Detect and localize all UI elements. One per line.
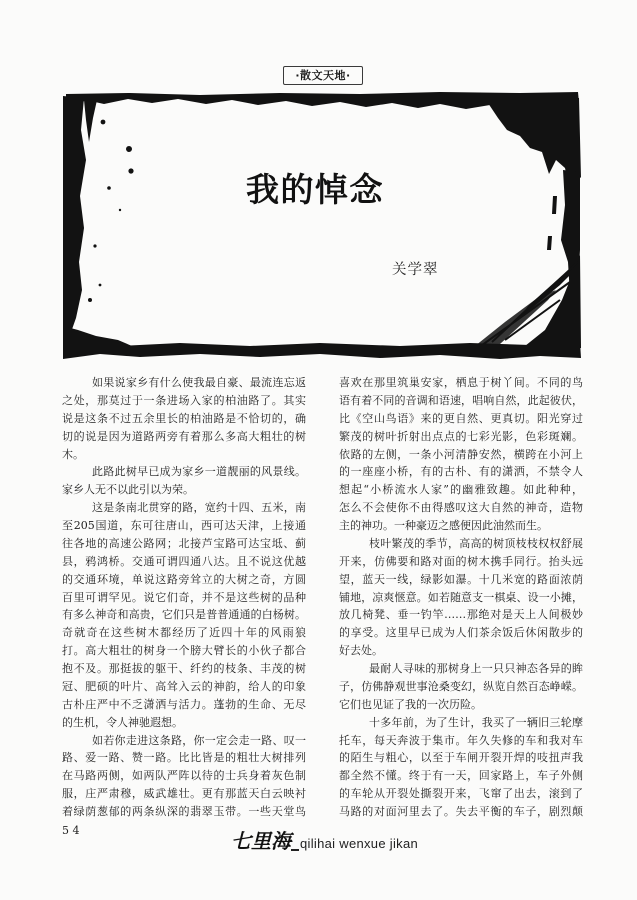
ink-left-drip [84, 100, 97, 142]
text-line: 十多年前，为了生计，我买了一辆旧三轮摩 [369, 715, 583, 729]
text-line: 繁茂的树叶折射出点点的七彩光影，色彩斑斓。 [339, 429, 583, 443]
text-line: 往各地的高速公路网；北接芦宝路可达宝坻、蓟 [62, 536, 306, 550]
text-line: 托车，每天奔波于集市。年久失修的车和我对车 [339, 733, 583, 747]
text-line: 在马路两侧，如两队严阵以待的士兵身着灰色制 [62, 769, 306, 783]
text-line: 如若你走进这条路，你一定会走一路、叹一 [92, 733, 306, 747]
text-line: 冠、肥硕的叶片、高耸入云的神韵，给人的印象 [62, 679, 306, 693]
text-line: 至205国道，东可往唐山，西可达天津，上接通 [62, 519, 306, 532]
paragraph [62, 374, 306, 463]
text-line: 木。 [62, 447, 84, 461]
text-line: 这是条南北贯穿的路，宽约十四、五米，南 [92, 501, 306, 515]
text-line: 子，仿佛静观世事沧桑变幻，纵览自然百态峥嵘。 [339, 679, 583, 693]
article-author: 关学翠 [392, 262, 439, 278]
text-line: 马路的对面河里去了。失去平衡的车子，剧烈颠 [339, 805, 583, 818]
section-label: ·散文天地· [283, 66, 363, 85]
text-line: 的交通环境，单说这路旁耸立的大树之奇，方圆 [62, 572, 306, 586]
text-line: 打。高大粗壮的树身一个膀大臂长的小伙子都合 [62, 644, 306, 658]
text-line: 服，庄严肃穆，威武雄壮。更有那蓝天白云映衬 [62, 787, 306, 801]
text-line: 想起“小桥流水人家”的幽雅致趣。如此种种， [339, 483, 583, 497]
paragraph [339, 535, 583, 660]
text-line: 最耐人寻味的那树身上一只只神态各异的眸 [369, 662, 583, 675]
logo-underline [291, 849, 299, 851]
text-line: 有多么神奇和高贵，它们只是普普通通的白杨树。 [62, 608, 306, 622]
text-line: 路、爱一路、赞一路。比比皆是的粗壮大树排列 [62, 751, 306, 765]
text-line: 比《空山鸟语》来的更自然、更真切。阳光穿过 [339, 411, 583, 425]
paragraph [62, 732, 306, 821]
text-line: 之处，那莫过于一条进场入家的柏油路了。其实 [62, 393, 306, 407]
paragraph [62, 499, 306, 731]
ink-left-band [63, 96, 86, 338]
text-line: 依路的左侧，一条小河清静安然，横跨在小河上 [339, 447, 583, 461]
paragraph-continued [339, 374, 583, 535]
text-line: 都全然不懂。终于有一天，回家路上，车子外侧 [339, 769, 583, 783]
text-line: 奇就奇在这些树木都经历了近四十年的风雨狼 [62, 626, 306, 640]
article-title: 我的悼念 [246, 170, 384, 209]
text-line: 枝叶繁茂的季节，高高的树顶枝枝权权舒展 [369, 536, 583, 550]
text-line: 望，蓝天一线，绿影如瀑。十几米宽的路面浓荫 [339, 572, 583, 586]
text-line: 好去处。 [339, 644, 383, 658]
body-right-column [339, 374, 583, 821]
text-line: 喜欢在那里筑巢安家，栖息于树丫间。不同的鸟 [339, 376, 583, 389]
text-line: 铺地，凉爽惬意。如若随意支一棋桌、设一小摊， [339, 590, 583, 604]
text-line: 如果说家乡有什么使我最自豪、最流连忘返 [92, 376, 306, 389]
text-line: 古朴庄严中不乏潇洒与活力。蓬勃的生命、无尽 [62, 697, 306, 711]
text-line: 的陌生与粗心，以至于车闸开裂开焊的吱扭声我 [339, 751, 583, 765]
text-line: 着绿荫葱郁的两条纵深的翡翠玉带。一些天堂鸟 [62, 805, 306, 818]
text-line: 百里可谓罕见。说它们奇，并不是这些树的品种 [62, 590, 306, 604]
text-line: 的享受。这里早已成为人们茶余饭后休闲散步的 [339, 626, 583, 640]
journal-pinyin: qilihai wenxue jikan [300, 836, 419, 851]
text-line: 抱不及。那挺拔的躯干、纤约的枝条、丰茂的树 [62, 662, 306, 675]
text-line: 此路此树早已成为家乡一道靓丽的风景线。 [92, 465, 306, 479]
ink-left-splatter [88, 120, 134, 302]
text-line: 语有着不同的音调和语速，唱响自然，此起彼伏， [339, 393, 583, 407]
text-line: 家乡人无不以此引以为荣。 [62, 483, 194, 497]
text-line: 主的神功。一种豪迈之感便因此油然而生。 [339, 519, 548, 532]
text-line: 开来，仿佛要和路对面的树木携手同行。抬头远 [339, 554, 583, 568]
paragraph [62, 463, 306, 499]
text-line: 它们也见证了我的一次历险。 [339, 697, 482, 711]
text-line: 说是这条不过五余里长的柏油路是不恰切的，确 [62, 411, 306, 425]
text-line: 放几椅凳、垂一钓竿……那绝对是天上人间极妙 [339, 608, 583, 622]
text-line: 的车轮从开裂处撕裂开来，飞窜了出去，滚到了 [339, 787, 583, 801]
paragraph [339, 714, 583, 821]
text-line: 切的说是因为道路两旁有着那么多高大粗壮的树 [62, 429, 306, 443]
text-line: 县，鸦鸿桥。交通可谓四通八达。且不说这优越 [62, 554, 306, 568]
body-left-column [62, 374, 306, 821]
ink-right-dash [547, 196, 557, 250]
text-line: 的一座座小桥，有的古朴、有的潇洒，不禁令人 [339, 465, 583, 479]
paragraph [339, 660, 583, 714]
ink-bottom-band [63, 342, 581, 359]
journal-logo: 七里海 [231, 829, 291, 853]
ink-corner-streaks [470, 255, 581, 350]
page-number: 5 4 [62, 824, 80, 837]
text-line: 怎么不会使你不由得感叹这大自然的神奇，造物 [339, 501, 583, 515]
text-line: 的生机，令人神驰遐想。 [62, 715, 183, 729]
ink-bottom-left-blot [63, 326, 132, 350]
